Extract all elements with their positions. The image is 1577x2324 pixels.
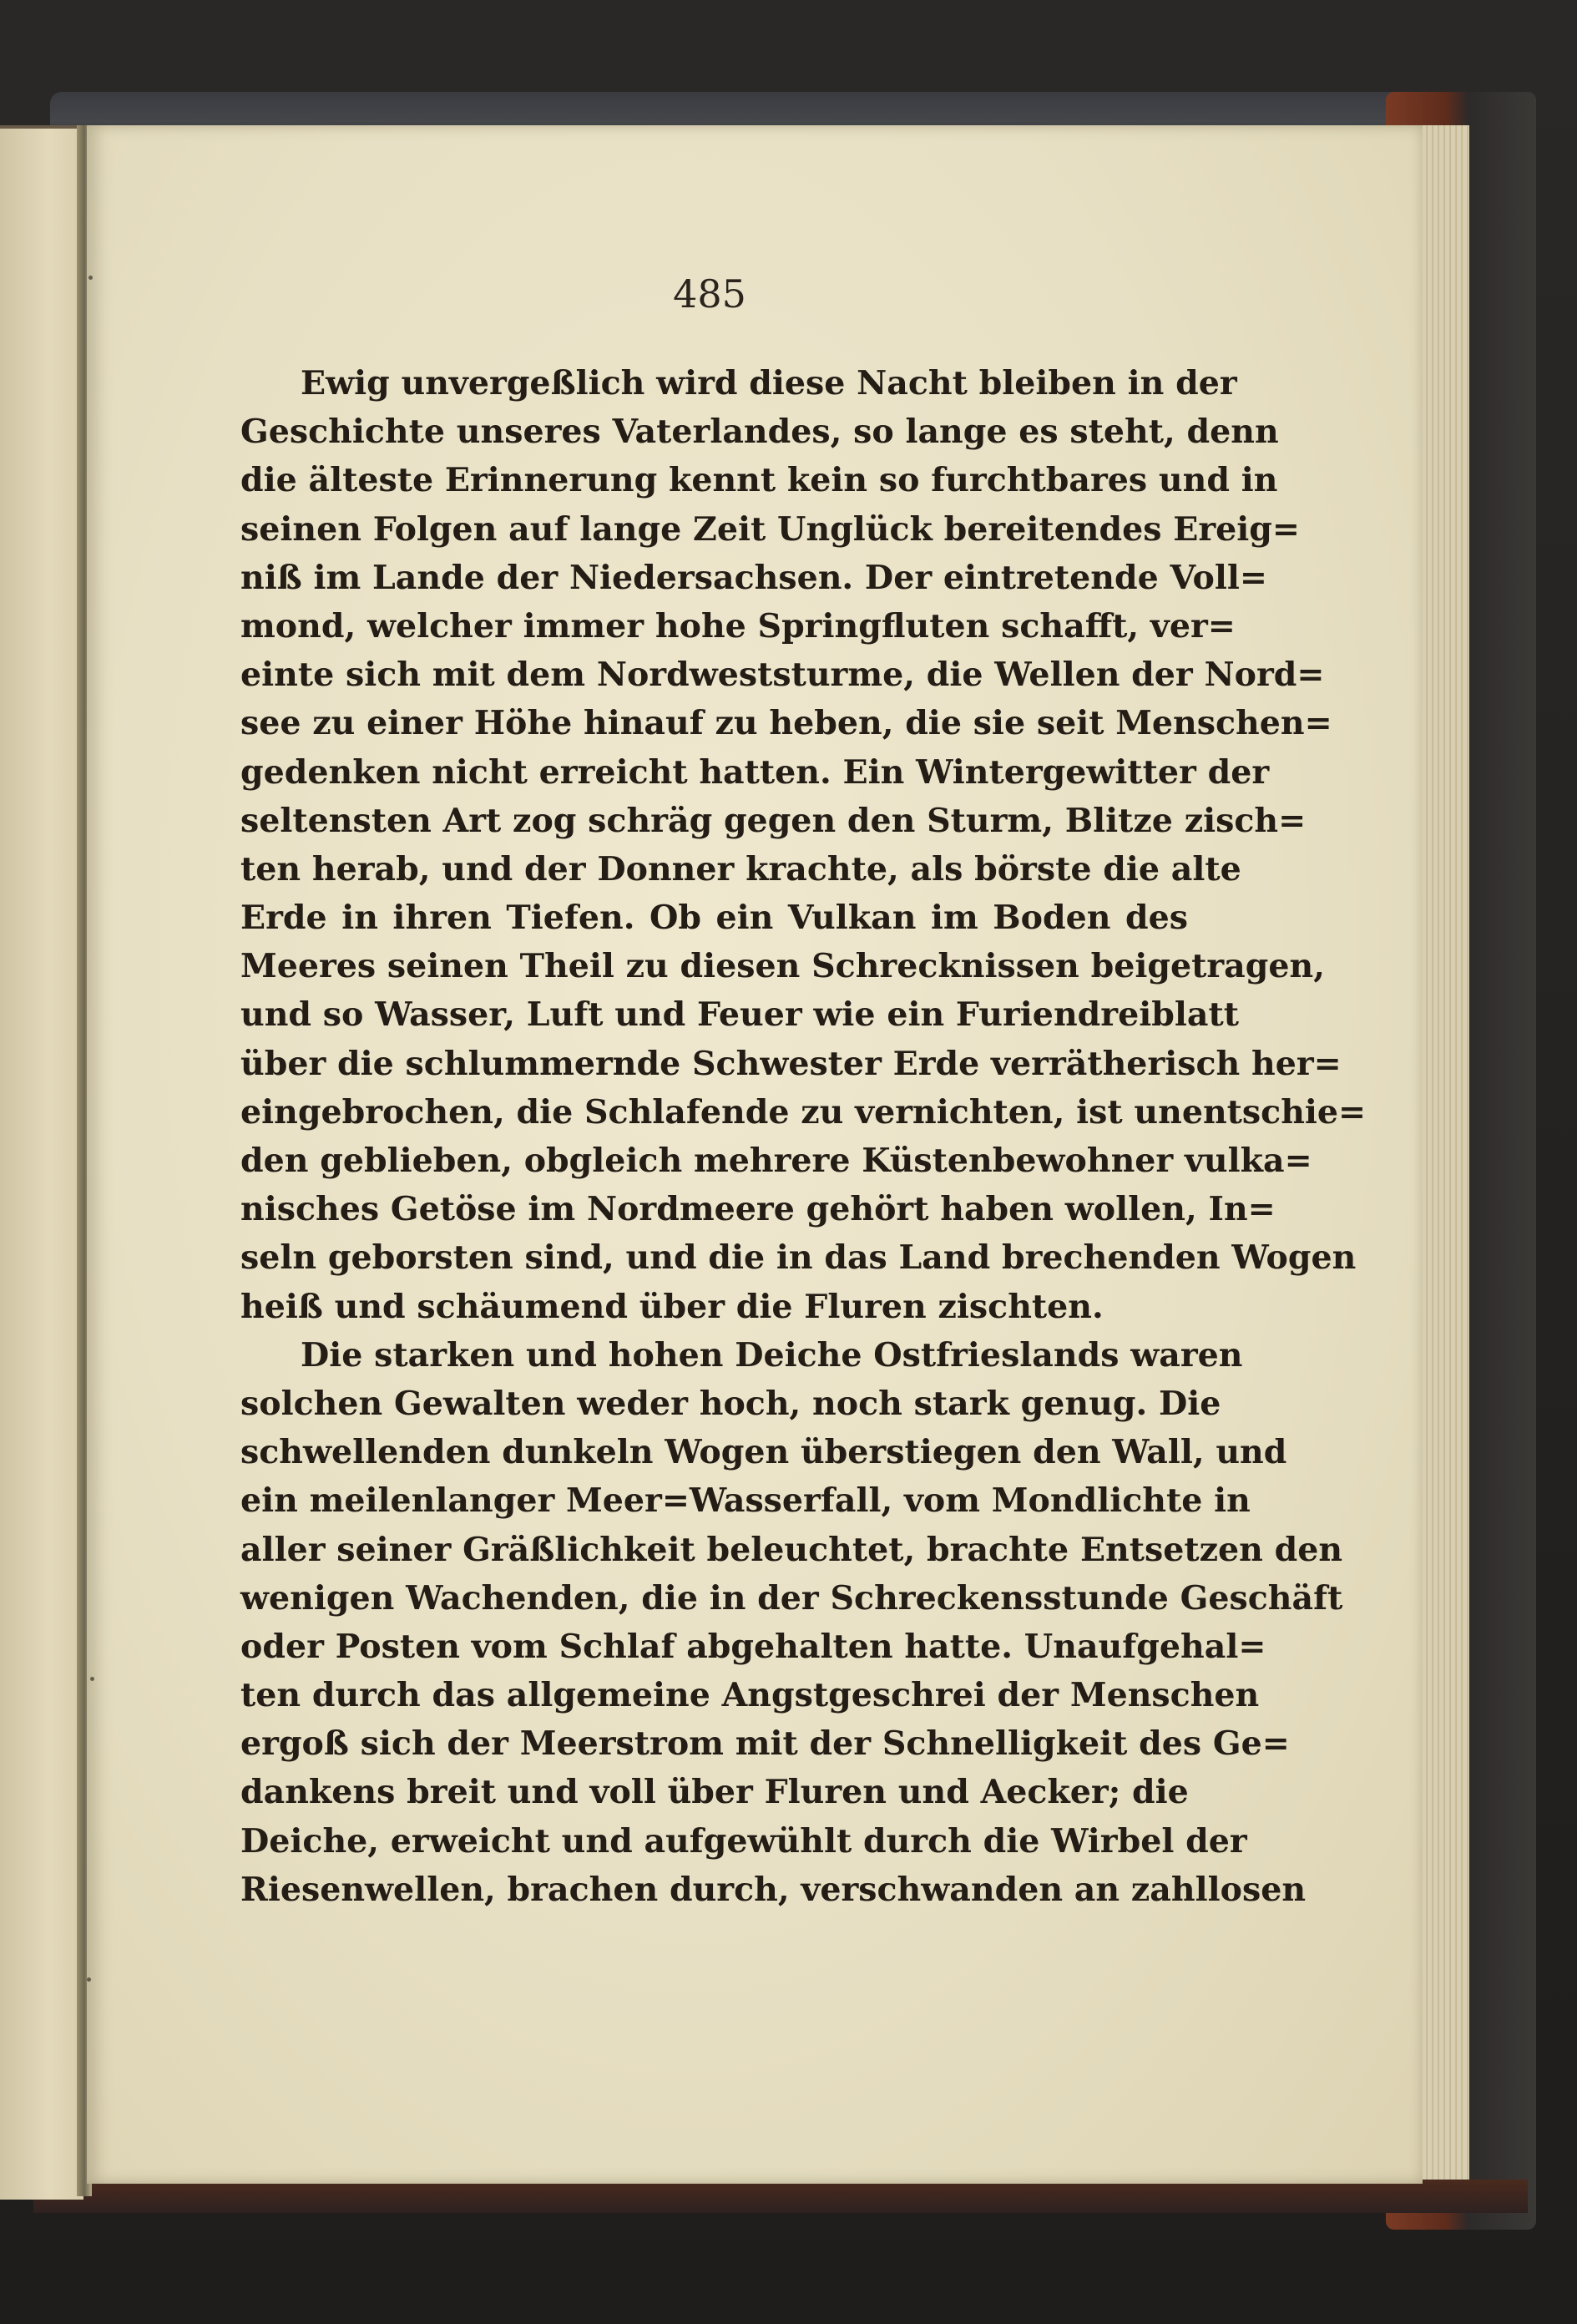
body-text	[240, 359, 1367, 1914]
text-line: eingebrochen, die Schlafende zu vernichten, ist unentschie=	[240, 1092, 1367, 1132]
text-line: dankens breit und voll über Fluren und Aecker; die	[240, 1773, 1189, 1812]
paragraph-2	[240, 1331, 1343, 1914]
text-line: ten herab, und der Donner krachte, als börste die alte	[240, 849, 1241, 889]
text-line: seln geborsten sind, und die in das Land brechenden Wogen	[240, 1238, 1357, 1278]
text-line: den geblieben, obgleich mehrere Küstenbewohner vulka=	[240, 1142, 1312, 1180]
text-line: ergoß sich der Meerstrom mit der Schnelligkeit des Ge=	[240, 1724, 1290, 1764]
paper-speck	[87, 1977, 91, 1982]
text-line: über die schlummernde Schwester Erde verrätherisch her=	[240, 1044, 1342, 1083]
text-line: Ewig unvergeßlich wird diese Nacht bleiben in der	[301, 364, 1237, 403]
text-line: solchen Gewalten weder hoch, noch stark genug. Die	[240, 1384, 1221, 1423]
text-line: die älteste Erinnerung kennt kein so furchtbares und in	[240, 461, 1278, 500]
text-line: wenigen Wachenden, die in der Schreckensstunde Geschäft	[240, 1578, 1343, 1618]
text-line: gedenken nicht erreicht hatten. Ein Wintergewitter der	[240, 752, 1270, 792]
paper-speck	[90, 1677, 94, 1681]
text-line: ein meilenlanger Meer=Wasserfall, vom Mondlichte in	[240, 1481, 1251, 1521]
text-line: niß im Lande der Niedersachsen. Der eintretende Voll=	[240, 558, 1267, 597]
text-line: aller seiner Gräßlichkeit beleuchtet, brachte Entsetzen den	[240, 1530, 1343, 1569]
left-page-sliver	[0, 125, 83, 2200]
text-line: und so Wasser, Luft und Feuer wie ein Furiendreiblatt	[240, 995, 1239, 1035]
book-cover-bottom-edge	[33, 2180, 1528, 2213]
text-line: see zu einer Höhe hinauf zu heben, die sie seit Menschen=	[240, 704, 1332, 743]
text-line: Erde in ihren Tiefen. Ob ein Vulkan im Boden des	[240, 899, 1188, 938]
text-line: schwellenden dunkeln Wogen überstiegen den Wall, und	[240, 1433, 1287, 1472]
text-line: Riesenwellen, brachen durch, verschwanden an zahllosen	[240, 1870, 1307, 1909]
text-line: heiß und schäumend über die Fluren zischten.	[240, 1287, 1104, 1326]
text-line: Meeres seinen Theil zu diesen Schrecknissen beigetragen,	[240, 947, 1325, 986]
text-line: Geschichte unseres Vaterlandes, so lange es steht, denn	[240, 413, 1279, 452]
text-line: nisches Getöse im Nordmeere gehört haben wollen, In=	[240, 1190, 1276, 1229]
text-line: oder Posten vom Schlaf abgehalten hatte. Unaufgehal=	[240, 1627, 1266, 1666]
text-line: ten durch das allgemeine Angstgeschrei der Menschen	[240, 1676, 1260, 1715]
text-line: Die starken und hohen Deiche Ostfrieslands waren	[301, 1335, 1243, 1375]
text-line: einte sich mit dem Nordweststurme, die Wellen der Nord=	[240, 656, 1325, 695]
page-number: 485	[673, 271, 746, 316]
text-line: mond, welcher immer hohe Springfluten schafft, ver=	[240, 606, 1236, 646]
paper-speck	[88, 276, 93, 280]
text-line: seltensten Art zog schräg gegen den Sturm, Blitze zisch=	[240, 801, 1307, 840]
text-line: seinen Folgen auf lange Zeit Unglück bereitendes Ereig=	[240, 509, 1300, 549]
text-line: Deiche, erweicht und aufgewühlt durch die Wirbel der	[240, 1821, 1247, 1861]
paragraph-1	[240, 359, 1367, 1331]
